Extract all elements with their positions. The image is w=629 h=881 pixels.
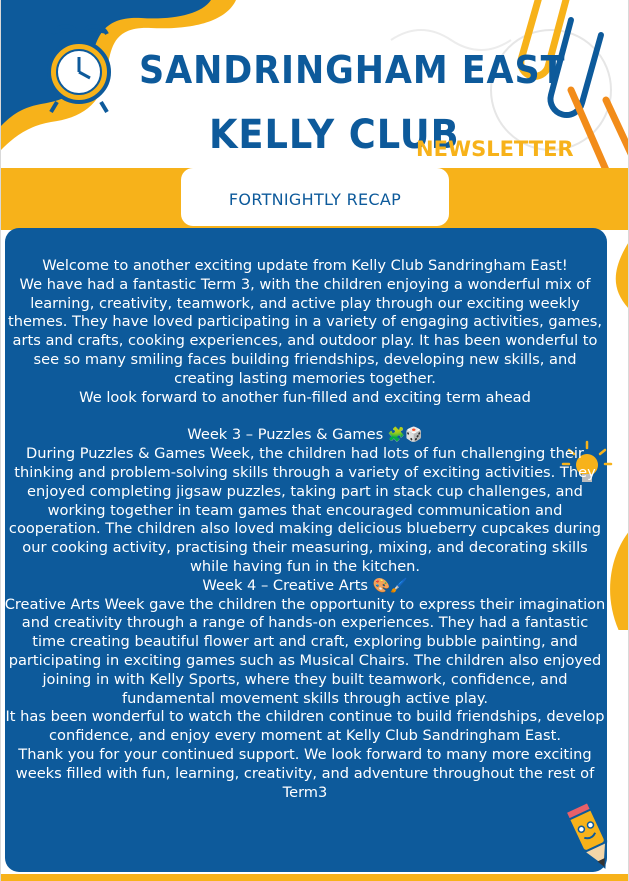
alarm-clock-icon: [39, 24, 119, 116]
closing-paragraph: It has been wonderful to watch the children continue to build friendships, develop confidence, and enjoy every moment at Kelly Club Sandringham East.: [5, 708, 605, 745]
intro-welcome: Welcome to another exciting update from Kelly Club Sandringham East!: [42, 257, 568, 274]
puzzle-dice-icon: 🧩🎲: [387, 427, 423, 444]
spacer: [3, 407, 607, 426]
pencil-mascot-icon: [561, 800, 621, 876]
week4-heading-text: Week 4 – Creative Arts: [202, 576, 369, 594]
intro-lookforward: We look forward to another fun-filled and exciting term ahead: [79, 388, 531, 406]
palette-brush-icon: 🎨🖌️: [372, 577, 408, 594]
week3-body: During Puzzles & Games Week, the children had lots of fun challenging their thinking and problem-solving skills through a variety of exciting activities. They enjoyed completing jigsaw puzzles, taking part in stack cup challenges, and working together in team games that encouraged communication and cooperation. The children also loved making delicious blueberry cupcakes during our cooking activity, practising their measuring, mixing, and decorating skills while having fun in the kitchen.: [8, 445, 602, 575]
week4-body: Creative Arts Week gave the children the opportunity to express their imagination and creativity through a range of hands-on experiences. They had a fantastic time creating beautiful flower art and craft, exploring bubble painting, and participating in exciting games such as Musical Chairs. The children also enjoyed joining in with Kelly Sports, where they built teamwork, confidence, and fundamental movement skills through active play.: [4, 595, 606, 707]
newsletter-title-line1: SANDRINGHAM EAST: [139, 48, 566, 92]
recap-box: [181, 168, 449, 226]
week4-heading: [3, 577, 607, 596]
newsletter-title-line2: KELLY CLUB: [209, 112, 460, 158]
thank-you-paragraph: Thank you for your continued support. We look forward to many more exciting weeks filled with fun, learning, creativity, and adventure throughout the rest of Term3: [15, 745, 595, 801]
recap-label: FORTNIGHTLY RECAP: [228, 190, 402, 209]
bottom-strip: [1, 874, 629, 881]
week3-heading-text: Week 3 – Puzzles & Games: [187, 426, 384, 444]
newsletter-body: [3, 257, 607, 802]
newsletter-label: NEWSLETTER: [416, 137, 574, 161]
week3-heading: [3, 426, 607, 445]
intro-paragraph: We have had a fantastic Term 3, with the children enjoying a wonderful mix of learning, creativity, teamwork, and active play through our exciting weekly themes. They have loved participating in a variety of engaging activities, games, arts and crafts, cooking experiences, and outdoor play. It has been wonderful to see so many smiling faces building friendships, developing new skills, and creating lasting memories together.: [7, 275, 603, 387]
